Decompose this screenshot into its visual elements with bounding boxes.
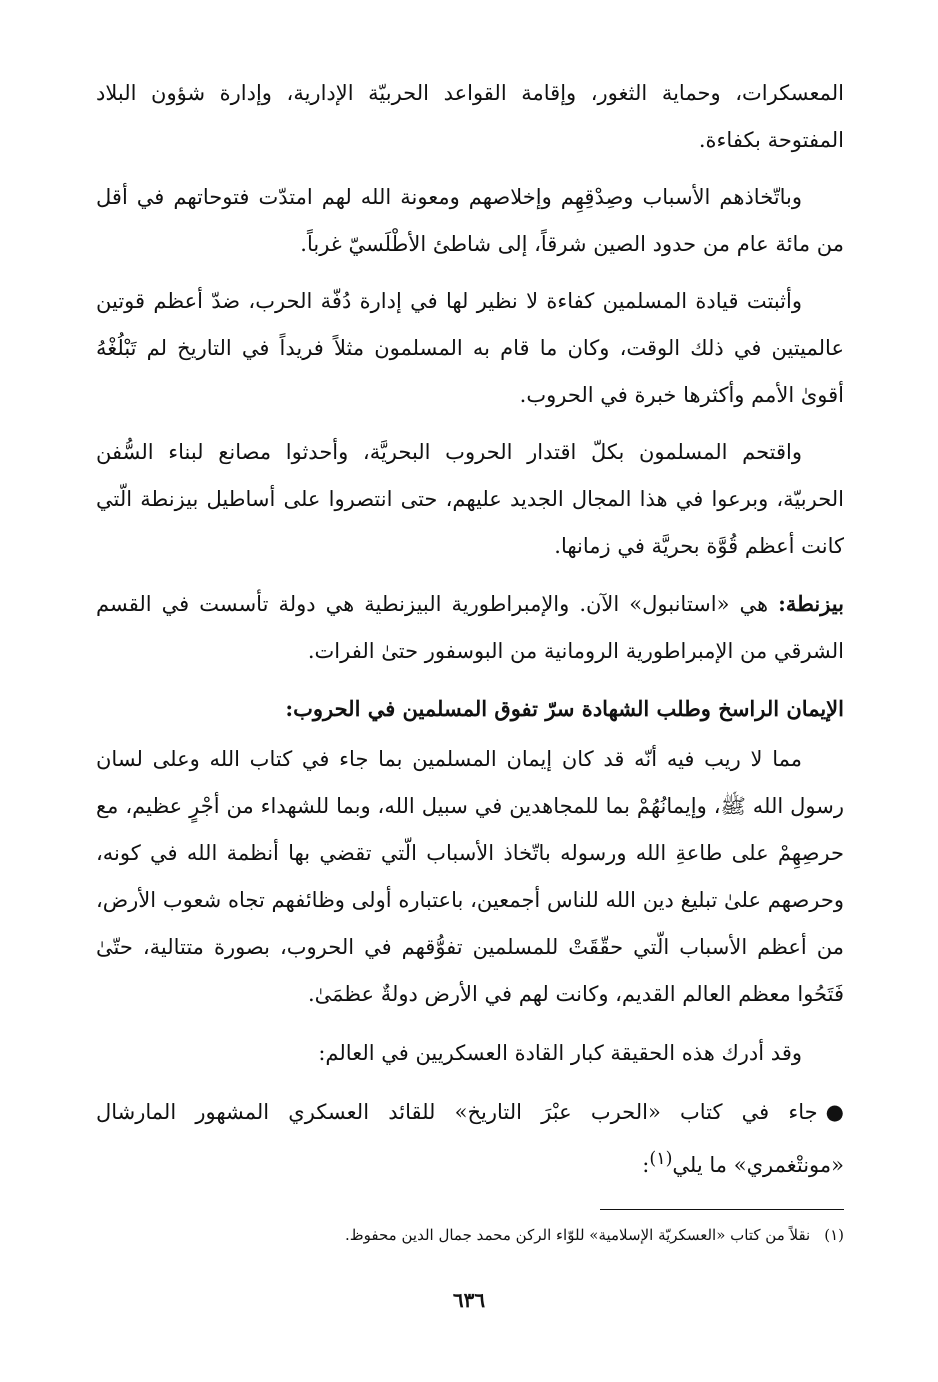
note-text: هي «استانبول» الآن. والإمبراطورية البيزنطية هي دولة تأسست في القسم الشرقي من الإمبراطورية الرومانية من البوسفور حتىٰ الفرات. [96,592,844,663]
page-body [96,70,844,1189]
page-number: ٦٣٦ [452,1288,486,1312]
paragraph-5: مما لا ريب فيه أنّه قد كان إيمان المسلمين بما جاء في كتاب الله وعلى لسان رسول الله ﷺ، وإيمانُهُمْ بما للمجاهدين في سبيل الله، وبما للشهداء من أجْرٍ عظيم، مع حرصِهِمْ على طاعةِ الله ورسوله باتّخاذ الأسباب الّتي تقضي بها أنظمة الله في كونه، وحرصهم علىٰ تبليغ دين الله للناس أجمعين، باعتباره أولى وظائفهم تجاه شعوب الأرض، من أعظم الأسباب الّتي حقّقَتْ للمسلمين تفوُّقهم في الحروب، بصورة متتالية، حتّىٰ فَتَحُوا معظم العالم القديم، وكانت لهم في الأرض دولةٌ عظمَىٰ. [96,747,844,1006]
paragraph-2: وباتّخاذهم الأسباب وصِدْقِهِم وإخلاصهم ومعونة الله لهم امتدّت فتوحاتهم في أقل من مائة عام من حدود الصين شرقاً، إلى شاطئ الأطْلَسيّ غرباً. [96,185,844,256]
footnote-reference[interactable]: (١) [649,1149,673,1169]
paragraph-6: وقد أدرك هذه الحقيقة كبار القادة العسكريين في العالم: [318,1041,802,1065]
bullet-icon: ● [825,1100,844,1124]
byzantium-note [96,580,844,675]
footnote [96,1220,844,1250]
section-heading: الإيمان الراسخ وطلب الشهادة سرّ تفوق المسلمين في الحروب: [285,696,844,721]
paragraph-4: واقتحم المسلمون بكلّ اقتدار الحروب البحريَّة، وأحدثوا مصانع لبناء السُّفن الحربيّة، وبرعوا في هذا المجال الجديد عليهم، حتى انتصروا على أساطيل بيزنطة الّتي كانت أعظم قُوَّة بحريَّة في زمانها. [96,440,844,558]
paragraph-1: المعسكرات، وحماية الثغور، وإقامة القواعد الحربيّة الإدارية، وإدارة شؤون البلاد المفتوحة بكفاءة. [96,81,844,152]
bullet-trailing: : [642,1153,650,1177]
quote-bullet [96,1089,844,1189]
note-label: بيزنطة: [778,591,844,616]
footnote-divider [600,1209,844,1210]
footnote-text: نقلاً من كتاب «العسكريّة الإسلامية» للوّاء الركن محمد جمال الدين محفوظ. [345,1226,811,1244]
footnote-number: (١) [824,1226,844,1244]
bullet-text: جاء في كتاب «الحرب عبْرَ التاريخ» للقائد العسكري المشهور المارشال «مونتْغمري» ما يلي [96,1100,844,1177]
paragraph-3: وأثبتت قيادة المسلمين كفاءة لا نظير لها في إدارة دُفّة الحرب، ضدّ أعظم قوتين عالميتين في ذلك الوقت، وكان ما قام به المسلمون مثلاً فريداً في التاريخ لم تَبْلُغْهُ أقوىٰ الأمم وأكثرها خبرة في الحروب. [96,289,844,407]
